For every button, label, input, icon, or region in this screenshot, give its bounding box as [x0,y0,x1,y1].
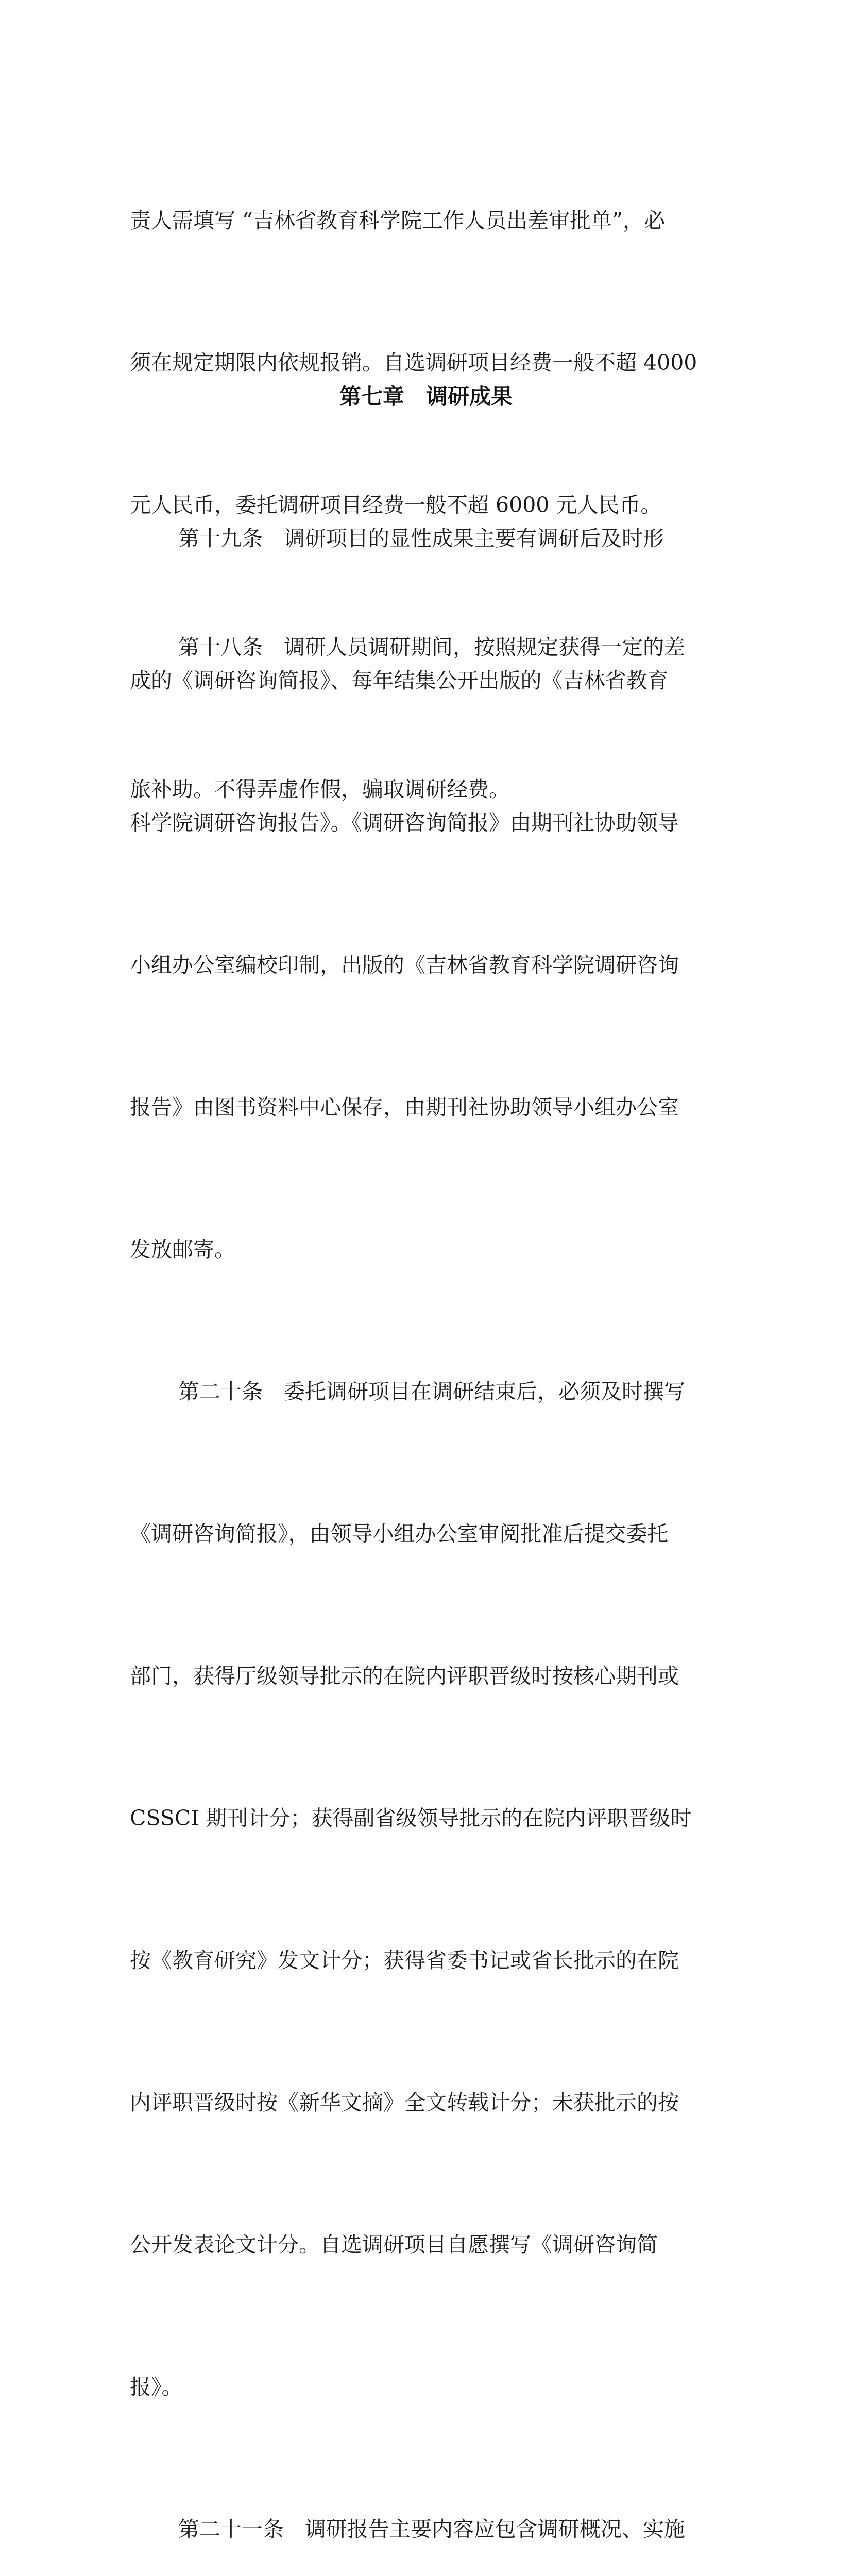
chapter-7-heading: 第七章 调研成果 [339,384,513,409]
text-line: 内评职晋级时按《新华文摘》全文转载计分；未获批示的按 [130,2090,679,2115]
text-line: 成的《调研咨询简报》、每年结集公开出版的《吉林省教育 [130,668,669,693]
text-line: 责人需填写 “吉林省教育科学院工作人员出差审批单”，必 [130,208,665,233]
text-line: 须在规定期限内依规报销。自选调研项目经费一般不超 4000 [130,350,697,375]
text-line: CSSCI 期刊计分；获得副省级领导批示的在院内评职晋级时 [130,1806,692,1831]
article-18-first-line: 第十八条 调研人员调研期间，按照规定获得一定的差 [178,635,685,659]
text-line: 《调研咨询简报》，由领导小组办公室审阅批准后提交委托 [130,1521,669,1546]
article-20-first-line: 第二十条 委托调研项目在调研结束后，必须及时撰写 [178,1379,685,1404]
text-line: 报》。 [130,2375,183,2399]
text-line: 发放邮寄。 [130,1237,235,1262]
text-line: 科学院调研咨询报告》。《调研咨询简报》由期刊社协助领导 [130,810,679,835]
text-line: 元人民币，委托调研项目经费一般不超 6000 元人民币。 [130,493,662,517]
body-text-block-2 [130,420,729,2576]
text-line: 公开发表论文计分。自选调研项目自愿撰写《调研咨询简 [130,2232,658,2257]
text-line: 部门，获得厅级领导批示的在院内评职晋级时按核心期刊或 [130,1664,679,1688]
text-line: 小组办公室编校印制，出版的《吉林省教育科学院调研咨询 [130,953,679,977]
text-line: 旅补助。不得弄虚作假，骗取调研经费。 [130,777,510,802]
text-line: 报告》由图书资料中心保存，由期刊社协助领导小组办公室 [130,1095,679,1120]
article-21-first-line: 第二十一条 调研报告主要内容应包含调研概况、实施 [178,2517,685,2541]
article-19-first-line: 第十九条 调研项目的显性成果主要有调研后及时形 [178,526,664,551]
text-line: 按《教育研究》发文计分；获得省委书记或省长批示的在院 [130,1948,679,1973]
